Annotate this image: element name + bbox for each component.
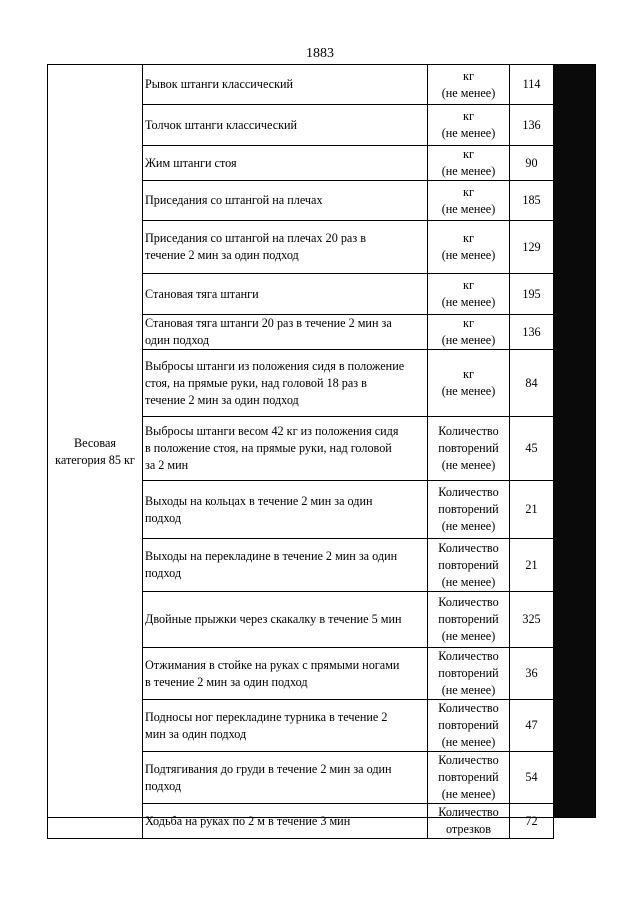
- unit-line: повторений: [438, 718, 499, 732]
- unit-cell: [428, 146, 510, 181]
- unit-cell: [428, 648, 510, 700]
- exercise-line: Выходы на перекладине в течение 2 мин за один: [145, 549, 398, 563]
- exercise-line: Приседания со штангой на плечах: [145, 193, 323, 207]
- unit-cell: [428, 315, 510, 350]
- unit-line: (не менее): [441, 735, 496, 749]
- unit-cell: [428, 181, 510, 221]
- exercise-cell: [143, 648, 428, 700]
- exercise-line: Приседания со штангой на плечах 20 раз в: [145, 231, 366, 245]
- unit-line: кг: [463, 316, 474, 330]
- exercise-cell: [143, 221, 428, 274]
- exercise-line: Выходы на кольцах в течение 2 мин за один: [145, 493, 373, 508]
- unit-line: кг: [463, 147, 474, 161]
- exercise-line: Выбросы штанги весом 42 кг из положения сидя: [145, 424, 399, 438]
- unit-cell: [428, 700, 510, 752]
- exercise-cell: [143, 592, 428, 648]
- weight-category-line: Весовая: [74, 435, 116, 450]
- exercise-line: Жим штанги стоя: [145, 155, 237, 170]
- unit-line: Количество: [438, 595, 499, 609]
- exercise-line: в течение 2 мин за один подход: [145, 674, 308, 689]
- exercise-line: Отжимания в стойке на руках с прямыми ногами: [145, 657, 400, 672]
- unit-line: (не менее): [441, 333, 496, 347]
- exercise-cell: [143, 146, 428, 181]
- unit-cell: [428, 592, 510, 648]
- unit-line: повторений: [438, 666, 499, 680]
- weight-category-line: категория 85 кг: [55, 452, 135, 467]
- exercise-line: Выбросы штанги из положения сидя в положение: [145, 358, 405, 373]
- unit-line: (не менее): [441, 574, 496, 589]
- exercise-cell: [143, 417, 428, 481]
- exercise-line: один подход: [145, 333, 210, 347]
- value-cell: 114: [510, 65, 554, 105]
- value-cell: 195: [510, 274, 554, 315]
- exercise-cell: [143, 804, 428, 839]
- unit-line: (не менее): [441, 85, 496, 100]
- value-cell: 36: [510, 648, 554, 700]
- exercise-line: подход: [145, 510, 182, 525]
- unit-line: Количество: [438, 485, 499, 499]
- value-cell: 21: [510, 539, 554, 592]
- value-cell: 72: [510, 804, 554, 839]
- exercise-line: подход: [145, 778, 182, 793]
- unit-line: (не менее): [441, 629, 496, 643]
- exercise-cell: [143, 700, 428, 752]
- unit-cell: [428, 752, 510, 804]
- value-cell: 136: [510, 315, 554, 350]
- unit-cell: [428, 65, 510, 105]
- norms-table: [47, 64, 554, 839]
- exercise-cell: [143, 350, 428, 417]
- exercise-line: Ходьба на руках по 2 м в течение 3 мин: [145, 813, 351, 828]
- exercise-line: за 2 мин: [145, 458, 189, 472]
- page-number: 1883: [306, 46, 334, 61]
- unit-line: повторений: [438, 502, 499, 516]
- value-cell: 325: [510, 592, 554, 648]
- unit-line: Количество: [438, 701, 499, 715]
- unit-line: (не менее): [441, 164, 496, 178]
- unit-line: (не менее): [441, 295, 496, 309]
- table-row: [48, 65, 554, 105]
- unit-line: повторений: [438, 557, 499, 572]
- unit-cell: [428, 274, 510, 315]
- unit-line: кг: [463, 231, 474, 245]
- unit-line: (не менее): [441, 458, 496, 472]
- value-cell: 136: [510, 105, 554, 146]
- unit-line: (не менее): [441, 384, 496, 398]
- exercise-line: течение 2 мин за один подход: [145, 392, 299, 407]
- exercise-line: Становая тяга штанги 20 раз в течение 2 мин за: [145, 316, 392, 330]
- exercise-cell: [143, 181, 428, 221]
- exercise-line: Подносы ног перекладине турника в течение 2: [145, 709, 388, 724]
- unit-line: Количество: [438, 753, 499, 767]
- exercise-cell: [143, 481, 428, 539]
- exercise-line: мин за один подход: [145, 726, 247, 741]
- unit-cell: [428, 804, 510, 839]
- unit-line: (не менее): [441, 683, 496, 697]
- unit-cell: [428, 481, 510, 539]
- unit-line: кг: [463, 278, 474, 292]
- unit-cell: [428, 350, 510, 417]
- exercise-line: Двойные прыжки через скакалку в течение 5 мин: [145, 612, 402, 626]
- unit-line: (не менее): [441, 201, 496, 216]
- unit-line: (не менее): [441, 248, 496, 262]
- unit-line: повторений: [438, 612, 499, 626]
- unit-line: кг: [463, 184, 474, 199]
- value-cell: 45: [510, 417, 554, 481]
- unit-cell: [428, 539, 510, 592]
- exercise-line: Рывок штанги классический: [145, 77, 294, 91]
- unit-cell: [428, 221, 510, 274]
- unit-line: (не менее): [441, 126, 496, 140]
- unit-cell: [428, 417, 510, 481]
- value-cell: 47: [510, 700, 554, 752]
- exercise-line: подход: [145, 566, 182, 580]
- unit-cell: [428, 105, 510, 146]
- weight-category-cell: [48, 65, 143, 839]
- exercise-cell: [143, 105, 428, 146]
- unit-line: отрезков: [445, 822, 492, 836]
- exercise-cell: [143, 274, 428, 315]
- exercise-line: Подтягивания до груди в течение 2 мин за один: [145, 761, 392, 776]
- unit-line: Количество: [438, 424, 499, 438]
- exercise-cell: [143, 539, 428, 592]
- exercise-cell: [143, 752, 428, 804]
- unit-line: повторений: [438, 770, 499, 784]
- value-cell: 54: [510, 752, 554, 804]
- exercise-line: стоя, на прямые руки, над головой 18 раз в: [145, 375, 367, 390]
- unit-line: Количество: [438, 540, 499, 555]
- scan-edge-strip: [553, 65, 595, 817]
- exercise-line: Толчок штанги классический: [145, 117, 298, 132]
- exercise-cell: [143, 315, 428, 350]
- value-cell: 185: [510, 181, 554, 221]
- unit-line: кг: [463, 367, 474, 381]
- unit-line: Количество: [438, 649, 499, 663]
- exercise-line: Становая тяга штанги: [145, 286, 259, 301]
- value-cell: 129: [510, 221, 554, 274]
- unit-line: (не менее): [441, 787, 496, 801]
- unit-line: Количество: [438, 805, 499, 819]
- unit-line: кг: [463, 109, 474, 123]
- unit-line: повторений: [438, 441, 499, 455]
- value-cell: 84: [510, 350, 554, 417]
- exercise-line: в положение стоя, на прямые руки, над головой: [145, 441, 392, 455]
- exercise-line: течение 2 мин за один подход: [145, 248, 299, 262]
- exercise-cell: [143, 65, 428, 105]
- unit-line: (не менее): [441, 519, 496, 533]
- value-cell: 21: [510, 481, 554, 539]
- unit-line: кг: [463, 68, 474, 83]
- value-cell: 90: [510, 146, 554, 181]
